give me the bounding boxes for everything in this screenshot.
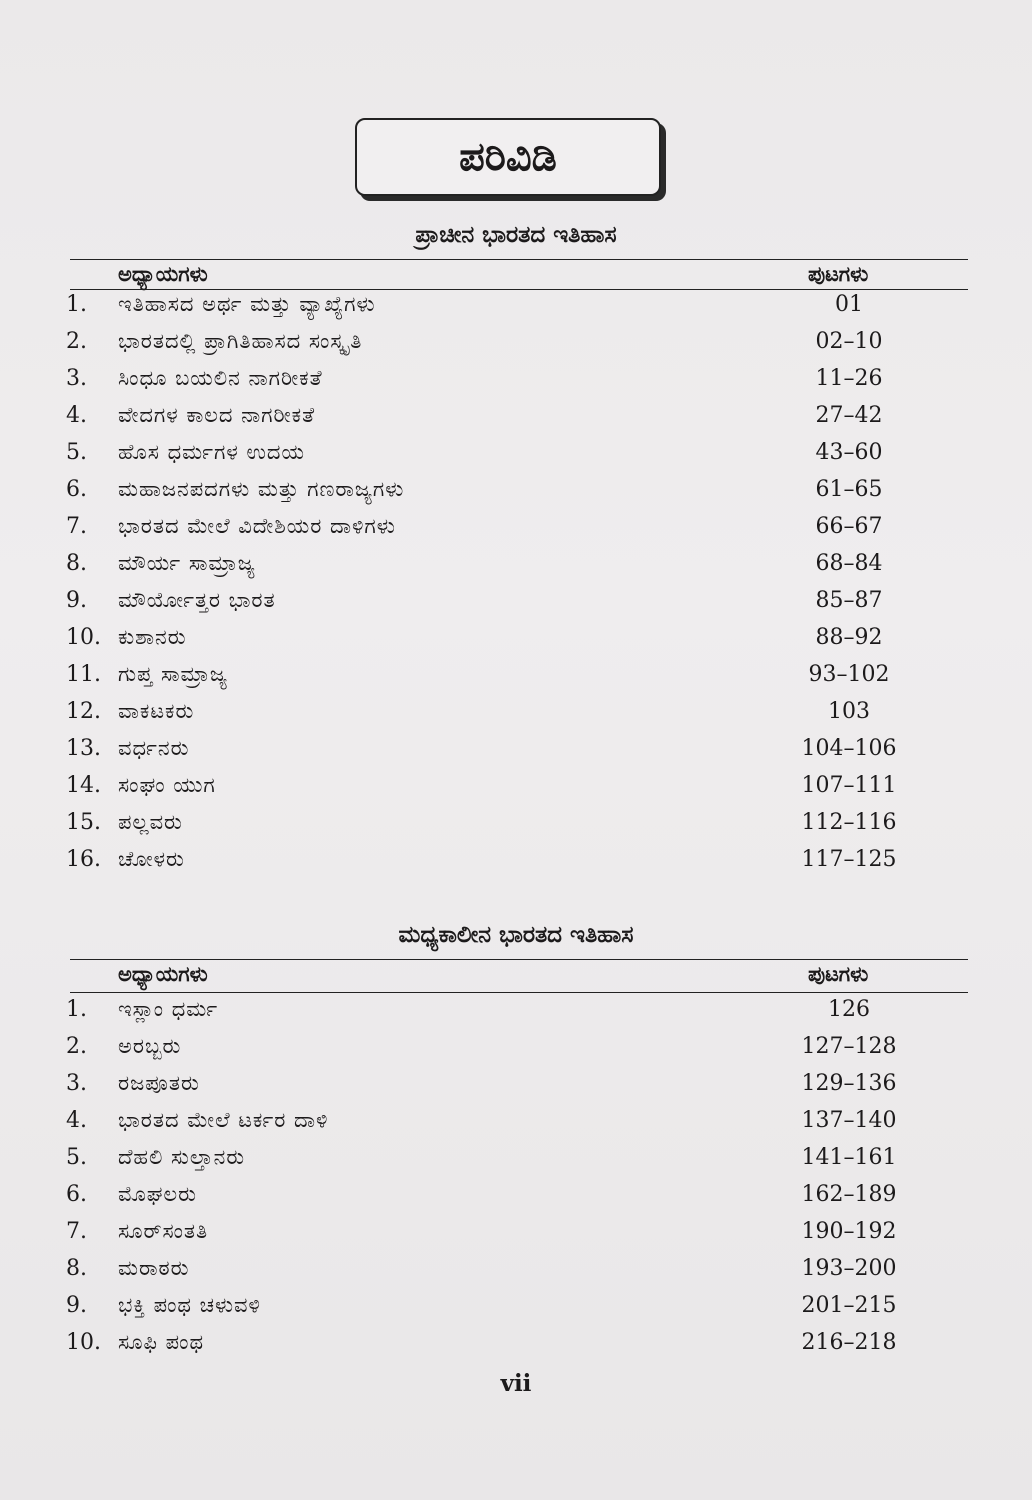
item-pages: 216–218 xyxy=(801,1330,897,1355)
item-number: 9. xyxy=(66,1293,87,1318)
page-title: ಪರಿವಿಡಿ xyxy=(355,118,661,196)
item-pages: 43–60 xyxy=(815,440,883,465)
item-label: ಚೋಳರು xyxy=(118,847,185,871)
item-label: ಸಂಘಂ ಯುಗ xyxy=(118,773,216,797)
item-label: ಗುಪ್ತ ಸಾಮ್ರಾಜ್ಯ xyxy=(118,662,228,686)
divider xyxy=(70,259,968,260)
list-item[interactable] xyxy=(66,1293,916,1329)
item-pages: 137–140 xyxy=(801,1108,897,1133)
list-item[interactable] xyxy=(66,477,916,513)
item-label: ಮರಾಠರು xyxy=(118,1256,190,1280)
item-number: 10. xyxy=(66,625,101,650)
item-number: 13. xyxy=(66,736,101,761)
list-item[interactable] xyxy=(66,1219,916,1255)
item-number: 16. xyxy=(66,847,101,872)
item-number: 8. xyxy=(66,551,87,576)
item-number: 10. xyxy=(66,1330,101,1355)
column-header-chapters: ಅಧ್ಯಾಯಗಳು xyxy=(118,962,208,986)
list-item[interactable] xyxy=(66,773,916,809)
item-label: ರಜಪೂತರು xyxy=(118,1071,200,1095)
list-item[interactable] xyxy=(66,403,916,439)
item-number: 5. xyxy=(66,1145,87,1170)
item-number: 3. xyxy=(66,366,87,391)
column-header-chapters: ಅಧ್ಯಾಯಗಳು xyxy=(118,262,208,286)
item-label: ಪಲ್ಲವರು xyxy=(118,810,183,834)
divider xyxy=(70,289,968,290)
item-pages: 01 xyxy=(835,292,863,317)
item-label: ಭಾರತದ ಮೇಲೆ ಟರ್ಕರ ದಾಳಿ xyxy=(118,1108,329,1132)
list-item[interactable] xyxy=(66,997,916,1033)
list-item[interactable] xyxy=(66,329,916,365)
list-item[interactable] xyxy=(66,736,916,772)
list-item[interactable] xyxy=(66,588,916,624)
item-number: 14. xyxy=(66,773,101,798)
item-label: ಇತಿಹಾಸದ ಅರ್ಥ ಮತ್ತು ವ್ಯಾಖ್ಯೆಗಳು xyxy=(118,292,376,316)
list-item[interactable] xyxy=(66,1330,916,1366)
item-label: ಇಸ್ಲಾಂ ಧರ್ಮ xyxy=(118,997,219,1021)
list-item[interactable] xyxy=(66,1145,916,1181)
item-label: ದೆಹಲಿ ಸುಲ್ತಾನರು xyxy=(118,1145,246,1169)
item-label: ವೇದಗಳ ಕಾಲದ ನಾಗರೀಕತೆ xyxy=(118,403,316,427)
item-number: 7. xyxy=(66,514,87,539)
list-item[interactable] xyxy=(66,440,916,476)
item-number: 11. xyxy=(66,662,101,687)
list-item[interactable] xyxy=(66,625,916,661)
list-item[interactable] xyxy=(66,1071,916,1107)
item-pages: 11–26 xyxy=(815,366,883,391)
list-item[interactable] xyxy=(66,847,916,883)
section-heading-medieval: ಮಧ್ಯಕಾಲೀನ ಭಾರತದ ಇತಿಹಾಸ xyxy=(398,922,634,948)
item-number: 4. xyxy=(66,1108,87,1133)
item-number: 2. xyxy=(66,1034,87,1059)
list-item[interactable] xyxy=(66,1034,916,1070)
page-number: vii xyxy=(500,1370,532,1397)
item-number: 12. xyxy=(66,699,101,724)
item-pages: 112–116 xyxy=(801,810,897,835)
item-number: 6. xyxy=(66,477,87,502)
item-label: ಮಹಾಜನಪದಗಳು ಮತ್ತು ಗಣರಾಜ್ಯಗಳು xyxy=(118,477,405,501)
item-pages: 61–65 xyxy=(815,477,883,502)
item-number: 1. xyxy=(66,292,87,317)
item-label: ಕುಶಾನರು xyxy=(118,625,187,649)
list-item[interactable] xyxy=(66,1182,916,1218)
item-label: ಭಕ್ತಿ ಪಂಥ ಚಳುವಳಿ xyxy=(118,1293,261,1317)
item-label: ಮೌರ್ಯ ಸಾಮ್ರಾಜ್ಯ xyxy=(118,551,256,575)
item-pages: 126 xyxy=(828,997,870,1022)
item-label: ಸೂರ್‌ಸಂತತಿ xyxy=(118,1219,209,1243)
item-pages: 68–84 xyxy=(815,551,883,576)
item-pages: 02–10 xyxy=(815,329,883,354)
item-number: 8. xyxy=(66,1256,87,1281)
list-item[interactable] xyxy=(66,1256,916,1292)
item-number: 2. xyxy=(66,329,87,354)
item-pages: 88–92 xyxy=(815,625,883,650)
item-label: ಭಾರತದ ಮೇಲೆ ವಿದೇಶಿಯರ ದಾಳಿಗಳು xyxy=(118,514,396,538)
item-label: ಮೌರ್ಯೋತ್ತರ ಭಾರತ xyxy=(118,588,276,612)
item-pages: 104–106 xyxy=(801,736,897,761)
item-pages: 201–215 xyxy=(801,1293,897,1318)
item-label: ಭಾರತದಲ್ಲಿ ಪ್ರಾಗಿತಿಹಾಸದ ಸಂಸ್ಕೃತಿ xyxy=(118,329,363,353)
item-label: ವರ್ಧನರು xyxy=(118,736,190,760)
list-item[interactable] xyxy=(66,366,916,402)
list-item[interactable] xyxy=(66,1108,916,1144)
item-number: 15. xyxy=(66,810,101,835)
divider xyxy=(70,959,968,960)
item-pages: 127–128 xyxy=(801,1034,897,1059)
item-number: 4. xyxy=(66,403,87,428)
item-pages: 27–42 xyxy=(815,403,883,428)
item-pages: 66–67 xyxy=(815,514,883,539)
item-pages: 93–102 xyxy=(808,662,890,687)
item-number: 7. xyxy=(66,1219,87,1244)
item-pages: 107–111 xyxy=(801,773,897,798)
column-header-pages: ಪುಟಗಳು xyxy=(808,962,869,986)
item-number: 9. xyxy=(66,588,87,613)
item-label: ಮೊಘಲರು xyxy=(118,1182,197,1206)
list-item[interactable] xyxy=(66,699,916,735)
list-item[interactable] xyxy=(66,810,916,846)
item-pages: 141–161 xyxy=(801,1145,897,1170)
item-pages: 162–189 xyxy=(801,1182,897,1207)
list-item[interactable] xyxy=(66,292,916,328)
item-number: 1. xyxy=(66,997,87,1022)
list-item[interactable] xyxy=(66,551,916,587)
section-heading-ancient: ಪ್ರಾಚೀನ ಭಾರತದ ಇತಿಹಾಸ xyxy=(415,222,617,248)
list-item[interactable] xyxy=(66,514,916,550)
item-pages: 129–136 xyxy=(801,1071,897,1096)
item-pages: 85–87 xyxy=(815,588,883,613)
item-label: ವಾಕಟಕರು xyxy=(118,699,195,723)
item-label: ಹೊಸ ಧರ್ಮಗಳ ಉದಯ xyxy=(118,440,305,464)
item-label: ಸೂಫಿ ಪಂಥ xyxy=(118,1330,205,1354)
item-pages: 190–192 xyxy=(801,1219,897,1244)
item-label: ಸಿಂಧೂ ಬಯಲಿನ ನಾಗರೀಕತೆ xyxy=(118,366,323,390)
column-header-pages: ಪುಟಗಳು xyxy=(808,262,869,286)
item-pages: 117–125 xyxy=(801,847,897,872)
item-pages: 193–200 xyxy=(801,1256,897,1281)
item-number: 3. xyxy=(66,1071,87,1096)
item-label: ಅರಬ್ಬರು xyxy=(118,1034,182,1058)
item-pages: 103 xyxy=(828,699,870,724)
divider xyxy=(70,992,968,993)
item-number: 5. xyxy=(66,440,87,465)
list-item[interactable] xyxy=(66,662,916,698)
item-number: 6. xyxy=(66,1182,87,1207)
